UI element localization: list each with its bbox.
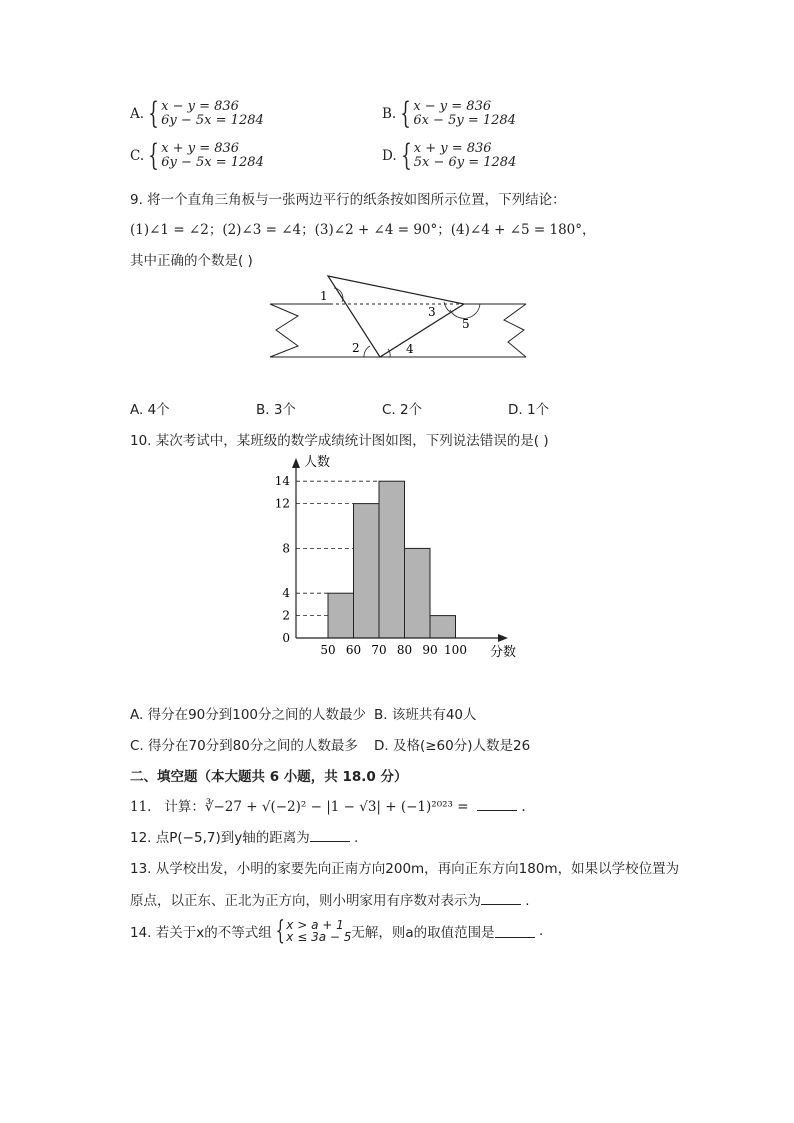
q9-figure bbox=[268, 272, 530, 364]
brace: { bbox=[400, 96, 412, 131]
q14: 14. 若关于x的不等式组 { x > a + 1 x ≤ 3a − 5 无解，则a的取值范围是 . bbox=[130, 916, 544, 946]
equation: 6x − 5y = 1284 bbox=[413, 113, 516, 128]
angle-label-4: 4 bbox=[406, 342, 414, 356]
y-tick-label: 0 bbox=[282, 631, 290, 645]
answer-blank[interactable] bbox=[481, 892, 521, 905]
histogram-bar bbox=[354, 504, 380, 638]
q10-option-c: C. 得分在70分到80分之间的人数最多 bbox=[130, 738, 358, 754]
q9-option-a: A. 4个 bbox=[130, 402, 170, 418]
q8-option-b bbox=[382, 96, 516, 131]
inequality: x ≤ 3a − 5 bbox=[286, 930, 352, 944]
x-tick-label: 100 bbox=[444, 643, 467, 657]
equation: 5x − 6y = 1284 bbox=[413, 155, 517, 170]
q11-number: 11. bbox=[130, 799, 152, 815]
q13-line1: 13. 从学校出发，小明的家要先向正南方向200m，再向正东方向180m，如果以学校位置为 bbox=[130, 861, 680, 877]
brace: { bbox=[400, 138, 412, 173]
q8-option-c bbox=[130, 138, 264, 173]
y-tick-label: 14 bbox=[274, 474, 290, 489]
q11: 11. 计算：∛−27 + √(−2)² − |1 − √3| + (−1)²⁰²³ = . bbox=[130, 799, 526, 815]
option-label: D. bbox=[382, 148, 397, 164]
q8-option-a bbox=[130, 96, 264, 131]
y-tick-label: 4 bbox=[282, 586, 290, 601]
y-tick-label: 12 bbox=[274, 496, 290, 511]
answer-blank[interactable] bbox=[495, 925, 535, 938]
option-label: A. bbox=[130, 106, 145, 122]
q13-text: 原点，以正东、正北为正方向，则小明家用有序数对表示为 bbox=[130, 893, 481, 909]
q10-option-a: A. 得分在90分到100分之间的人数最少 bbox=[130, 707, 367, 723]
q14-suffix: 无解，则a的取值范围是 bbox=[351, 925, 495, 941]
angle-label-1: 1 bbox=[320, 289, 328, 303]
q10-option-d: D. 及格(≥60分)人数是26 bbox=[374, 738, 531, 754]
equation: 6y − 5x = 1284 bbox=[161, 113, 264, 128]
angle-label-2: 2 bbox=[352, 341, 360, 355]
histogram-bar bbox=[405, 548, 431, 638]
inequality: x > a + 1 bbox=[286, 918, 344, 932]
y-axis-arrow bbox=[292, 458, 300, 468]
q9-option-c: C. 2个 bbox=[382, 402, 423, 418]
x-axis-arrow bbox=[498, 634, 508, 642]
y-axis-label: 人数 bbox=[304, 455, 331, 470]
q8-option-d bbox=[382, 138, 517, 173]
q9-option-b: B. 3个 bbox=[256, 402, 296, 418]
equation: x − y = 836 bbox=[161, 99, 239, 114]
angle-2-arc bbox=[364, 346, 370, 357]
x-tick-label: 50 bbox=[320, 643, 336, 657]
histogram-bar bbox=[430, 616, 456, 638]
brace: { bbox=[148, 138, 159, 173]
x-tick-label: 70 bbox=[371, 643, 387, 657]
brace: { bbox=[275, 916, 285, 946]
y-tick-label: 2 bbox=[282, 608, 290, 623]
equation: x + y = 836 bbox=[161, 141, 240, 156]
histogram-bar bbox=[328, 593, 354, 638]
equation: x − y = 836 bbox=[413, 99, 492, 114]
answer-blank[interactable] bbox=[477, 798, 517, 811]
q12: 12. 点P(−5,7)到y轴的距离为 . bbox=[130, 830, 359, 846]
q10-histogram bbox=[268, 450, 530, 665]
q10-stem: 10. 某次考试中，某班级的数学成绩统计图如图，下列说法错误的是( ) bbox=[130, 433, 549, 449]
angle-1-arc bbox=[334, 288, 343, 302]
answer-blank[interactable] bbox=[310, 829, 350, 842]
y-tick-label: 8 bbox=[282, 541, 290, 556]
strip-left-edge bbox=[270, 304, 298, 357]
q14-system bbox=[272, 918, 352, 944]
option-label: B. bbox=[382, 106, 397, 122]
brace: { bbox=[148, 96, 159, 131]
q13-line2: 原点，以正东、正北为正方向，则小明家用有序数对表示为 . bbox=[130, 893, 530, 909]
q9-option-d: D. 1个 bbox=[508, 402, 550, 418]
triangle-ruler bbox=[328, 276, 464, 357]
q9-stem: 9. 将一个直角三角板与一张两边平行的纸条按如图所示位置，下列结论： bbox=[130, 192, 566, 208]
q14-prefix: 14. 若关于x的不等式组 bbox=[130, 925, 272, 941]
equation: x + y = 836 bbox=[413, 141, 492, 156]
x-axis-label: 分数 bbox=[490, 645, 517, 660]
x-tick-label: 60 bbox=[345, 643, 362, 657]
strip-right-edge bbox=[504, 304, 526, 357]
x-tick-label: 80 bbox=[396, 643, 413, 657]
histogram-bar bbox=[379, 481, 405, 638]
angle-label-3: 3 bbox=[428, 305, 436, 319]
q9-question: 其中正确的个数是( ) bbox=[130, 253, 253, 269]
x-tick-label: 90 bbox=[422, 643, 438, 657]
q9-conclusions: (1)∠1 = ∠2；(2)∠3 = ∠4；(3)∠2 + ∠4 = 90°；(4)∠4 + ∠5 = 180°， bbox=[130, 222, 596, 238]
angle-label-5: 5 bbox=[462, 317, 470, 331]
q11-expression: ∛−27 + √(−2)² − |1 − √3| + (−1)²⁰²³ = bbox=[204, 799, 469, 815]
q12-text: 12. 点P(−5,7)到y轴的距离为 bbox=[130, 830, 310, 846]
equation: 6y − 5x = 1284 bbox=[161, 155, 264, 170]
option-label: C. bbox=[130, 148, 145, 164]
section-heading: 二、填空题（本大题共 6 小题，共 18.0 分） bbox=[130, 769, 408, 785]
q10-option-b: B. 该班共有40人 bbox=[374, 707, 477, 723]
q11-prefix: 计算： bbox=[164, 799, 205, 815]
